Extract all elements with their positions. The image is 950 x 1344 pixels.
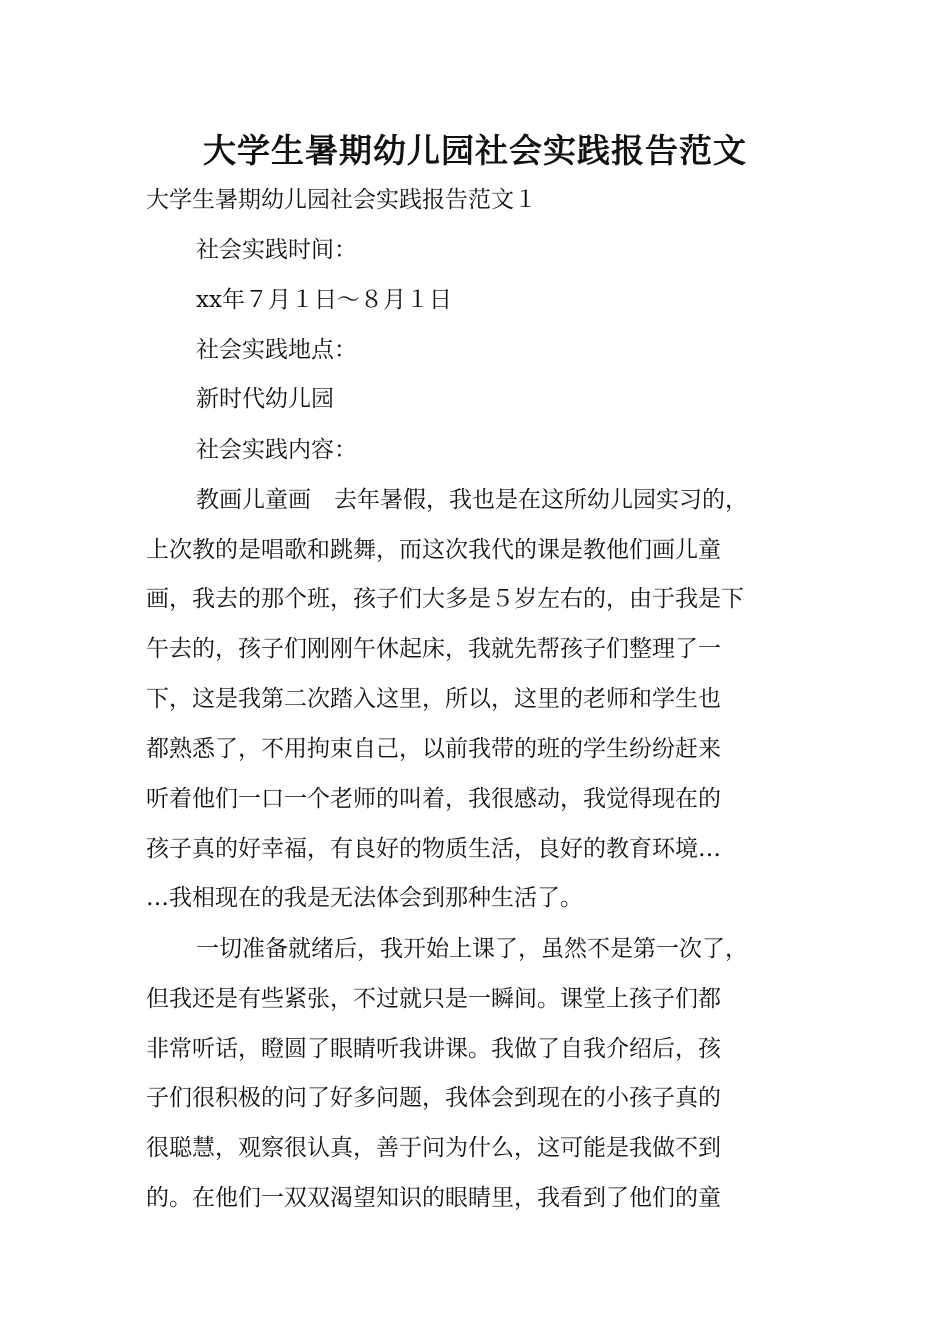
practice-content-label: 社会实践内容： (196, 437, 357, 463)
paragraph-line: 孩子真的好幸福，有良好的物质生活，良好的教育环境… (146, 836, 721, 862)
paragraph-line: 听着他们一口一个老师的叫着，我很感动，我觉得现在的 (146, 786, 721, 812)
paragraph-line: 下，这是我第二次踏入这里，所以，这里的老师和学生也 (146, 686, 721, 712)
paragraph-line: 子们很积极的问了好多问题，我体会到现在的小孩子真的 (146, 1085, 721, 1111)
paragraph-line: 很聪慧，观察很认真，善于问为什么，这可能是我做不到 (146, 1135, 721, 1161)
paragraph-line: 午去的，孩子们刚刚午休起床，我就先帮孩子们整理了一 (146, 636, 721, 662)
document-title: 大学生暑期幼儿园社会实践报告范文 (203, 131, 747, 170)
paragraph-line: 非常听话，瞪圆了眼睛听我讲课。我做了自我介绍后，孩 (146, 1036, 721, 1062)
practice-location-label: 社会实践地点： (196, 337, 357, 363)
paragraph-line: …我相现在的我是无法体会到那种生活了。 (146, 885, 583, 911)
practice-time-label: 社会实践时间： (196, 237, 357, 263)
paragraph-line: 但我还是有些紧张，不过就只是一瞬间。课堂上孩子们都 (146, 986, 721, 1012)
paragraph-line: 教画儿童画 去年暑假，我也是在这所幼儿园实习的， (196, 487, 748, 513)
paragraph-line: 的。在他们一双双渴望知识的眼睛里，我看到了他们的童 (146, 1185, 721, 1211)
practice-time-value: xx年７月１日～８月１日 (196, 287, 452, 313)
paragraph-line: 都熟悉了，不用拘束自己，以前我带的班的学生纷纷赶来 (146, 736, 721, 762)
paragraph-line: 画，我去的那个班，孩子们大多是５岁左右的，由于我是下 (146, 586, 744, 612)
paragraph-line: 一切准备就绪后，我开始上课了，虽然不是第一次了， (196, 936, 748, 962)
practice-location-value: 新时代幼儿园 (196, 386, 334, 412)
paragraph-line: 上次教的是唱歌和跳舞，而这次我代的课是教他们画儿童 (146, 537, 721, 563)
document-subtitle: 大学生暑期幼儿园社会实践报告范文１ (146, 187, 537, 213)
